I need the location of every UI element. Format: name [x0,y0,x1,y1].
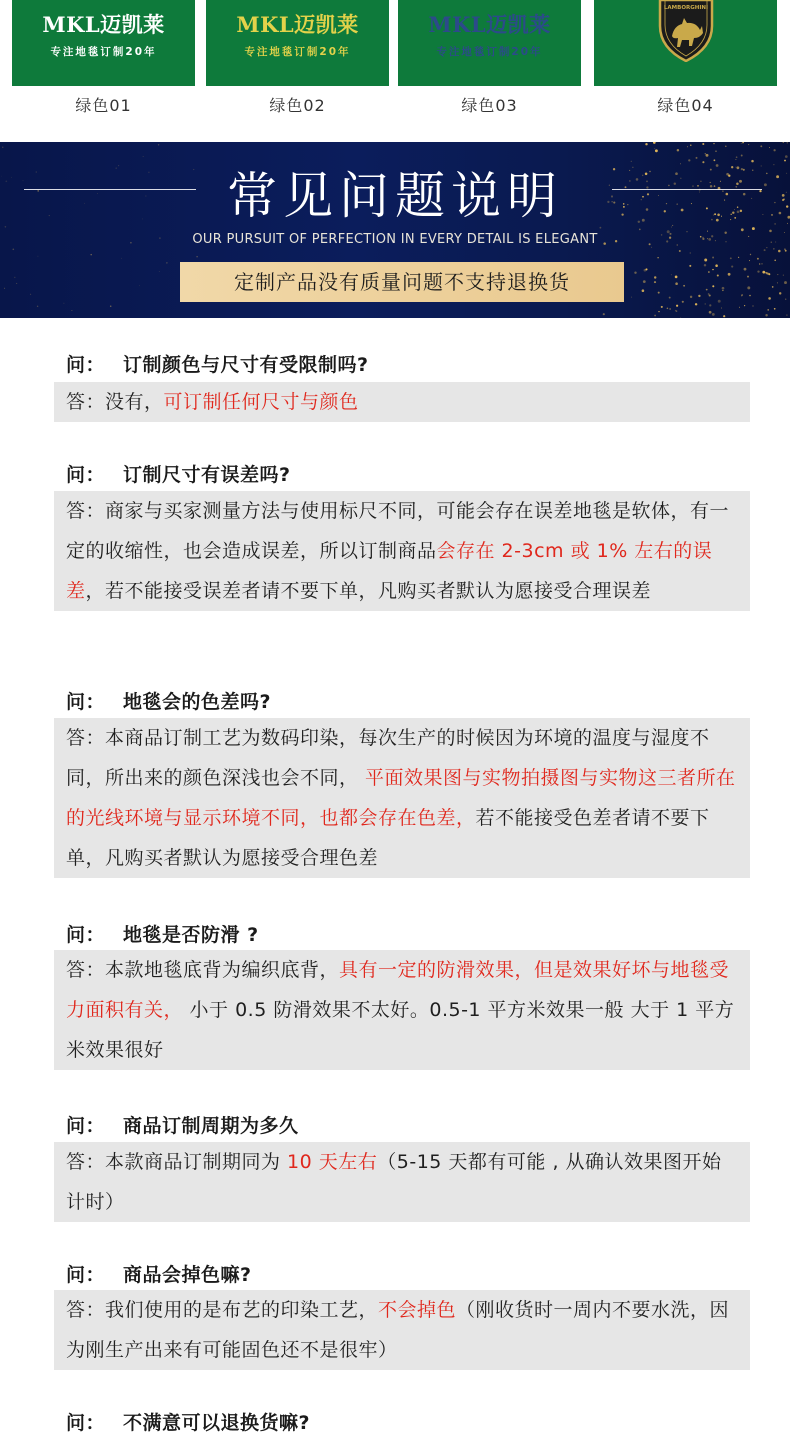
svg-text:LAMBORGHINI: LAMBORGHINI [663,5,709,11]
answer-text: 答：没有， [66,391,164,413]
answer-highlight-text: 会存在 2-3cm 或 1% 左右的误差 [66,540,713,602]
faq-question: 问： 商品订制周期为多久 [66,1115,299,1137]
answer-highlight-text: 具有一定的防滑效果，但是效果好坏与地毯受力面积有关， [66,959,730,1021]
faq-answer [54,491,750,611]
banner-title: 常见问题说明 [227,167,563,225]
swatch-brand-text: MKL迈凯莱 [428,12,551,37]
answer-text: 答：本款地毯底背为编织底背， [66,959,340,981]
bull-shield-emblem-icon [656,0,716,62]
faq-answer [54,1142,750,1222]
faq-question: 问： 订制尺寸有误差吗? [66,464,291,486]
faq-question: 问： 订制颜色与尺寸有受限制吗? [66,354,369,376]
swatch-green-03 [398,0,581,86]
faq-question: 问： 地毯会的色差吗? [66,691,272,713]
swatch-slogan-text: 专注地毯订制20年 [436,46,543,58]
answer-text: 答：本商品订制工艺为数码印染，每次生产的时候因为环境的温度与湿度不同，所出来的颜色深浅也会不同， [66,727,710,789]
answer-text: 答：本款商品订制期同为 [66,1151,288,1173]
answer-highlight-text: 平面效果图与实物拍摄图与实物这三者所在的光线环境与显示环境不同，也都会存在色差， [66,767,736,829]
swatch-green-02 [206,0,389,86]
swatch-slogan-text: 专注地毯订制20年 [50,46,157,58]
faq-answer [54,718,750,878]
answer-text: （刚收货时一周内不要水洗，因为刚生产出来有可能固色还不是很牢） [66,1299,730,1361]
faq-question: 问： 地毯是否防滑 ? [66,924,259,946]
faq-banner [0,142,790,318]
answer-text: 答：商家与买家测量方法与使用标尺不同，可能会存在误差地毯是软体，有一定的收缩性，也会造成误差，所以订制商品 [66,500,730,562]
swatch-label: 绿色04 [657,96,714,115]
swatch-label: 绿色01 [75,96,132,115]
faq-question: 问： 商品会掉色嘛? [66,1264,252,1286]
answer-highlight-text: 不会掉色 [378,1299,457,1321]
faq-answer [54,382,750,422]
swatch-brand-text: MKL迈凯莱 [236,12,359,37]
swatch-slogan-text: 专注地毯订制20年 [244,46,351,58]
answer-text: ，若不能接受误差者请不要下单，凡购买者默认为愿接受合理误差 [85,580,652,602]
faq-answer [54,1290,750,1370]
return-policy-notice: 定制产品没有质量问题不支持退换货 [180,262,624,302]
swatch-label: 绿色03 [461,96,518,115]
swatch-green-04 [594,0,777,86]
answer-text: （5-15 天都有可能 , 从确认效果图开始计时） [66,1151,722,1213]
answer-highlight-text: 可订制任何尺寸与颜色 [163,391,359,413]
faq-answer [54,950,750,1070]
faq-question: 问： 不满意可以退换货嘛? [66,1412,311,1434]
answer-text: 小于 0.5 防滑效果不太好。0.5-1 平方米效果一般 大于 1 平方米效果很好 [66,999,735,1061]
swatch-label: 绿色02 [269,96,326,115]
swatch-green-01 [12,0,195,86]
swatch-brand-text: MKL迈凯莱 [42,12,165,37]
answer-highlight-text: 10 天左右 [287,1151,378,1173]
banner-subtitle: OUR PURSUIT OF PERFECTION IN EVERY DETAIL IS ELEGANT [192,232,598,247]
color-swatch-row [0,0,790,125]
answer-text: 答：我们使用的是布艺的印染工艺， [66,1299,379,1321]
answer-text: 若不能接受色差者请不要下单，凡购买者默认为愿接受合理色差 [66,807,710,869]
